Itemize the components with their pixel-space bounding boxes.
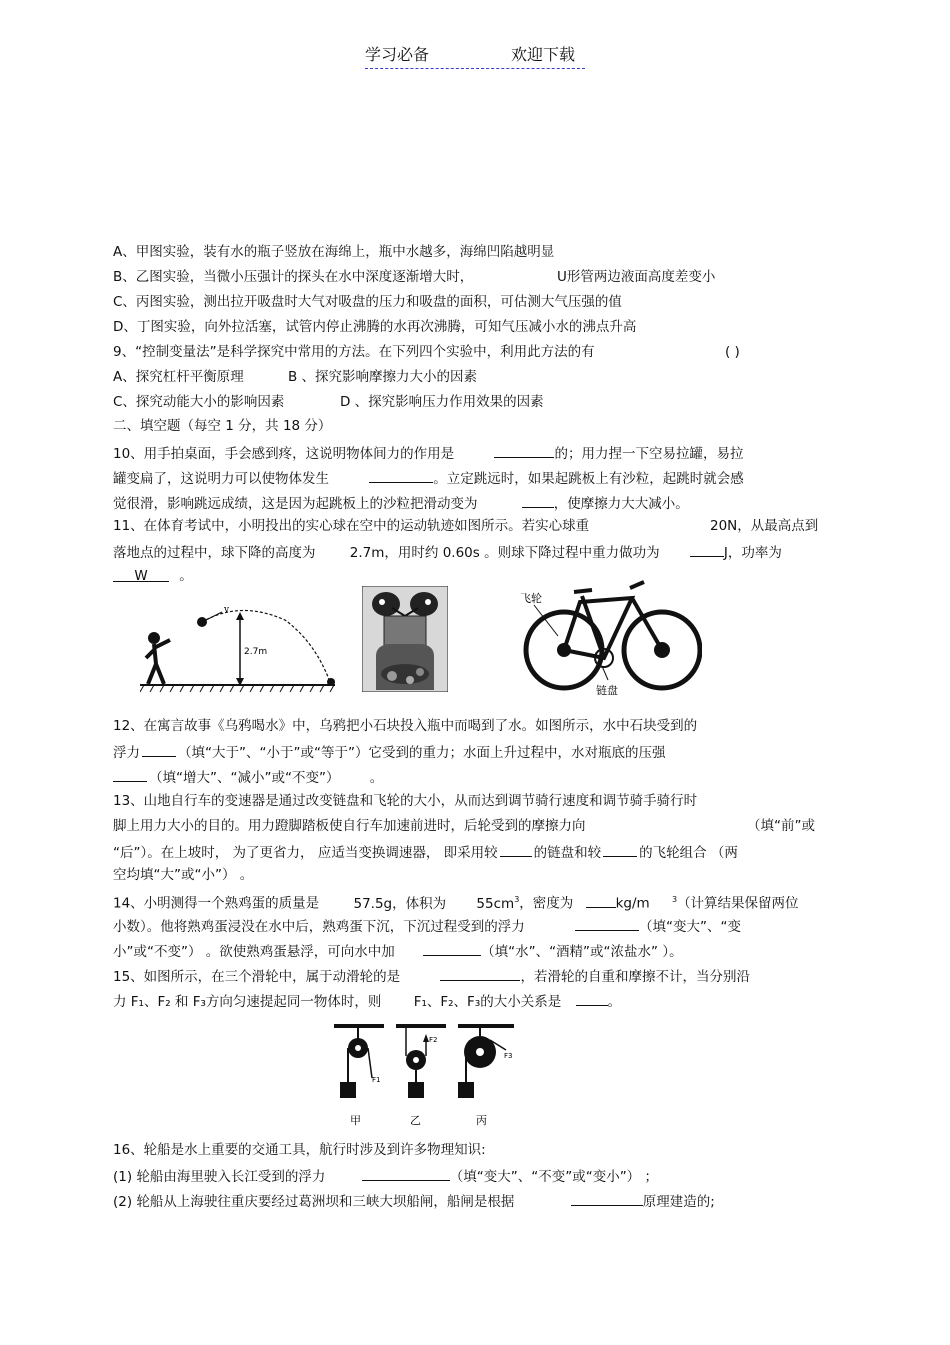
q8-option-a: A、甲图实验，装有水的瓶子竖放在海绵上，瓶中水越多，海绵凹陷越明显	[113, 244, 555, 260]
q10-text-e: 觉很滑，影响跳远成绩，这是因为起跳板上的沙粒把滑动变为	[113, 496, 478, 512]
q13-line4: 空均填“大”或“小”） 。	[113, 867, 254, 883]
q10-blank3[interactable]	[522, 493, 554, 508]
q14-mass-volume: 57.5g，体积为	[353, 895, 447, 912]
q11-blank-work[interactable]	[690, 542, 724, 557]
thrower-body	[146, 640, 170, 684]
q13-text-b: （填“前”或	[747, 818, 815, 834]
label-yi: 乙	[410, 1114, 421, 1127]
header-right-text: 欢迎下载	[511, 45, 576, 64]
q10-line3	[113, 493, 689, 513]
chainring-label: 链盘	[596, 684, 618, 697]
q14-density-unit: kg/m	[615, 895, 650, 912]
q9-stem	[113, 343, 740, 361]
q11-text-d: 2.7m，用时约 0.60s 。则球下降过程中重力做功为	[349, 545, 660, 561]
page-header	[365, 42, 585, 69]
q15-blank-relation[interactable]	[576, 991, 608, 1006]
q14-text-d: （填“变大”、“变	[639, 919, 742, 935]
q12-blank1[interactable]	[142, 742, 176, 757]
q11-line3	[113, 567, 193, 585]
q16-blank2[interactable]	[571, 1191, 643, 1206]
q16-text-b: （填“变大”、“不变”或“变小”） ；	[449, 1169, 658, 1185]
q12-text-b: （填“大于”、“小于”或“等于”）它受到的重力；水面上升过程中，水对瓶底的压强	[178, 745, 666, 761]
q11-text-end: 。	[179, 568, 193, 584]
q13-text-d: 的链盘和较	[533, 845, 602, 861]
force-label-f3: F3	[504, 1052, 513, 1060]
q14-line2	[113, 916, 741, 936]
force-label-f1: F1	[372, 1076, 381, 1084]
q16-text-c: (2) 轮船从上海驶往重庆要经过葛洲坝和三峡大坝船闸，船闸是根据	[113, 1194, 515, 1210]
q13-line3	[113, 842, 738, 862]
q10-text-c: 罐变扁了，这说明力可以使物体发生	[113, 471, 329, 487]
q13-text-c: “后”）。在上坡时， 为了更省力， 应适当变换调速器， 即采用较	[113, 845, 498, 861]
q10-blank2[interactable]	[369, 468, 433, 483]
q8-option-d: D、丁图实验，向外拉活塞，试管内停止沸腾的水再次沸腾，可知气压减小水的沸点升高	[113, 319, 637, 335]
q15-line2	[113, 991, 621, 1011]
q14-volume-value: 55cm	[476, 895, 515, 912]
q14-line1	[113, 891, 799, 913]
q10-text-b: 的；用力捏一下空易拉罐，易拉	[554, 446, 744, 462]
q14-blank-density[interactable]	[586, 893, 616, 908]
weight-bing	[458, 1082, 474, 1098]
q15-text-c: 力 F₁、F₂ 和 F₃方向匀速提起同一物体时，则	[113, 994, 382, 1010]
q12-line1: 12、在寓言故事《乌鸦喝水》中，乌鸦把小石块投入瓶中而喝到了水。如图所示，水中石块受到的	[113, 718, 698, 734]
q14-text-f: （填“水”、“酒精”或“浓盐水” ）。	[481, 944, 683, 960]
q10-line2	[113, 468, 744, 488]
q9-options-ab	[113, 368, 478, 386]
q12-blank2[interactable]	[113, 767, 147, 782]
q14-text-e: 小”或“不变”） 。欲使熟鸡蛋悬浮，可向水中加	[113, 944, 395, 960]
q9-option-b: B 、探究影响摩擦力大小的因素	[288, 369, 478, 385]
q13-line2	[113, 817, 815, 835]
q8-option-c: C、丙图实验，测出拉开吸盘时大气对吸盘的压力和吸盘的面积，可估测大气压强的值	[113, 294, 622, 310]
q13-blank1[interactable]	[500, 842, 532, 857]
q9-option-d: D 、探究影响压力作用效果的因素	[340, 394, 544, 410]
q14-text-a: 14、小明测得一个熟鸡蛋的质量是	[113, 895, 320, 912]
q9-option-c: C、探究动能大小的影响因素	[113, 394, 285, 410]
flywheel-label: 飞轮	[520, 592, 542, 605]
q16-blank1[interactable]	[362, 1166, 450, 1181]
ball-trajectory-figure	[140, 600, 340, 695]
q15-text-d: F₁、F₂、F₃的大小关系是	[413, 994, 562, 1010]
q16-line3	[113, 1191, 715, 1211]
q10-text-d: 。立定跳远时，如果起跳板上有沙粒，起跳时就会感	[433, 471, 744, 487]
q8-option-b-part1: B、乙图实验，当微小压强计的探头在水中深度逐渐增大时，	[113, 269, 474, 285]
q14-text-b: （计算结果保留两位	[677, 895, 799, 912]
thrower-head	[148, 632, 160, 644]
q16-text-a: (1) 轮船由海里驶入长江受到的浮力	[113, 1169, 326, 1185]
q13-blank2[interactable]	[603, 842, 637, 857]
q14-text-density: ，密度为	[519, 895, 574, 912]
bicycle-figure	[512, 570, 702, 700]
force-label-f2: F2	[429, 1036, 438, 1044]
q13-text-a: 脚上用力大小的目的。用力蹬脚踏板使自行车加速前进时，后轮受到的摩擦力向	[113, 818, 586, 834]
weight-jia	[340, 1082, 356, 1098]
q14-blank-substance[interactable]	[423, 941, 481, 956]
velocity-label: v	[224, 605, 230, 615]
q11-power-unit: W	[134, 568, 148, 584]
q15-text-e: 。	[607, 994, 622, 1010]
label-bing: 丙	[476, 1114, 487, 1127]
q12-text-a: 浮力	[113, 745, 140, 761]
header-left-text: 学习必备	[365, 45, 430, 64]
label-jia: 甲	[350, 1114, 361, 1127]
q9-stem-text: 9、“控制变量法”是科学探究中常用的方法。在下列四个实验中，利用此方法的有	[113, 344, 595, 360]
landed-ball-icon	[327, 678, 335, 686]
bike-frame	[564, 596, 662, 658]
q8-option-b-part2: U形管两边液面高度差变小	[557, 269, 716, 285]
q11-line1	[113, 517, 819, 535]
q15-text-a: 15、如图所示，在三个滑轮中，属于动滑轮的是	[113, 969, 401, 985]
q14-blank-buoyancy[interactable]	[575, 916, 639, 931]
pulley-figure	[330, 1020, 530, 1130]
q9-option-a: A、探究杠杆平衡原理	[113, 369, 244, 385]
q16-line2	[113, 1166, 658, 1186]
q14-volume-exponent: 3	[514, 895, 520, 904]
q10-text-a: 10、用手拍桌面，手会感到疼，这说明物体间力的作用是	[113, 446, 455, 462]
section-fill-in-title: 二、填空题（每空 1 分，共 18 分）	[113, 418, 332, 434]
q15-line1	[113, 966, 750, 986]
q10-blank1[interactable]	[494, 443, 554, 458]
q8-option-b	[113, 268, 716, 286]
q9-answer-paren: ( )	[725, 344, 740, 360]
q15-blank-movable[interactable]	[440, 966, 520, 981]
q11-text-c: 落地点的过程中，球下降的高度为	[113, 545, 316, 561]
q11-blank-power[interactable]	[113, 567, 169, 582]
q13-line1: 13、山地自行车的变速器是通过改变链盘和飞轮的大小，从而达到调节骑行速度和调节骑手骑行时	[113, 793, 698, 809]
q9-options-cd	[113, 393, 544, 411]
q11-text-e: J，功率为	[723, 545, 782, 561]
q14-density-exponent: 3	[671, 895, 678, 904]
q16-text-d: 原理建造的;	[642, 1194, 715, 1210]
q10-line1	[113, 443, 743, 463]
weight-yi	[408, 1082, 424, 1098]
height-label: 2.7m	[244, 647, 268, 657]
q12-text-d: 。	[369, 770, 384, 786]
q12-text-c: （填“增大”、“减小”或“不变”）	[149, 770, 340, 786]
crow-bottle-photo	[362, 586, 448, 692]
q11-text-a: 11、在体育考试中，小明投出的实心球在空中的运动轨迹如图所示。若实心球重	[113, 518, 590, 534]
q15-text-b: ，若滑轮的自重和摩擦不计，当分别沿	[520, 969, 750, 985]
q12-line3	[113, 767, 383, 787]
q10-text-f: ，使摩擦力大大减小。	[553, 496, 689, 512]
q16-line1: 16、轮船是水上重要的交通工具，航行时涉及到许多物理知识:	[113, 1142, 486, 1158]
q11-line2	[113, 542, 782, 562]
q11-text-b: 20N，从最高点到	[710, 518, 819, 534]
q14-line3	[113, 941, 683, 961]
q14-text-c: 小数）。他将熟鸡蛋浸没在水中后，熟鸡蛋下沉，下沉过程受到的浮力	[113, 919, 525, 935]
q13-text-e: 的飞轮组合 （两	[639, 845, 738, 861]
q12-line2	[113, 742, 665, 762]
